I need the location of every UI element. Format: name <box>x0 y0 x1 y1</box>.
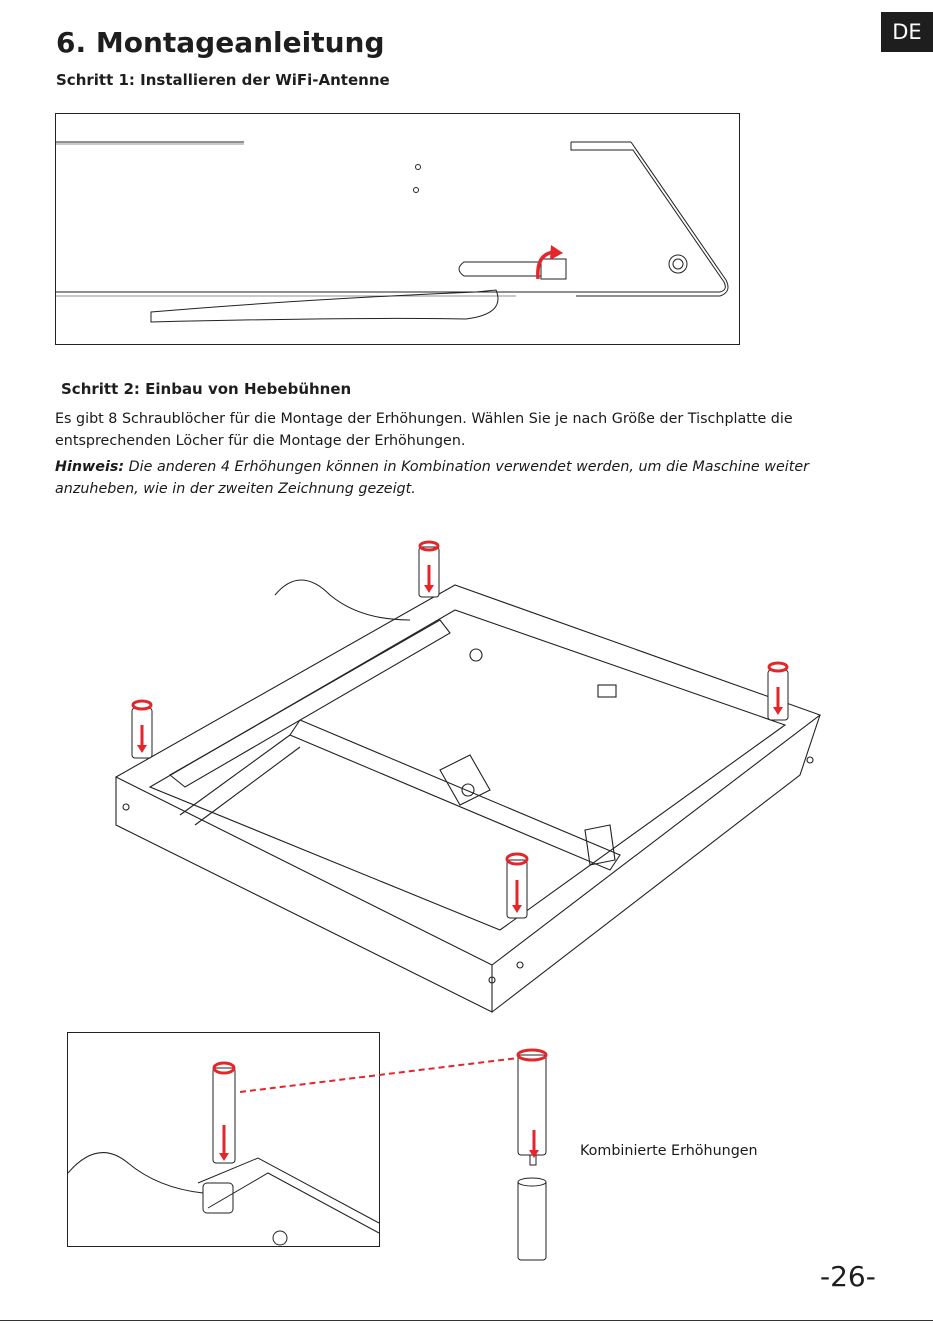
combined-risers-caption: Kombinierte Erhöhungen <box>580 1143 758 1159</box>
step2-heading: Schritt 2: Einbau von Hebebühnen <box>61 380 352 398</box>
riser-assembly-drawing <box>0 525 933 1025</box>
page-title: 6. Montageanleitung <box>56 26 385 59</box>
note-label: Hinweis: <box>55 459 125 475</box>
combined-risers-drawing <box>0 1040 933 1280</box>
step1-heading: Schritt 1: Installieren der WiFi-Antenne <box>56 71 390 89</box>
step2-note <box>55 456 885 500</box>
language-tab: DE <box>881 12 933 52</box>
page-number: -26- <box>820 1260 876 1293</box>
antenna-drawing <box>56 114 739 344</box>
footer-rule <box>0 1320 933 1321</box>
antenna-figure <box>55 113 740 345</box>
step2-text: Es gibt 8 Schraublöcher für die Montage der Erhöhungen. Wählen Sie je nach Größe der Tischplatte die entsprechenden Löcher für die Montage der Erhöhungen. <box>55 411 793 449</box>
note-text: Die anderen 4 Erhöhungen können in Kombination verwendet werden, um die Maschine weiter anzuheben, wie in der zweiten Zeichnung gezeigt. <box>55 459 810 497</box>
